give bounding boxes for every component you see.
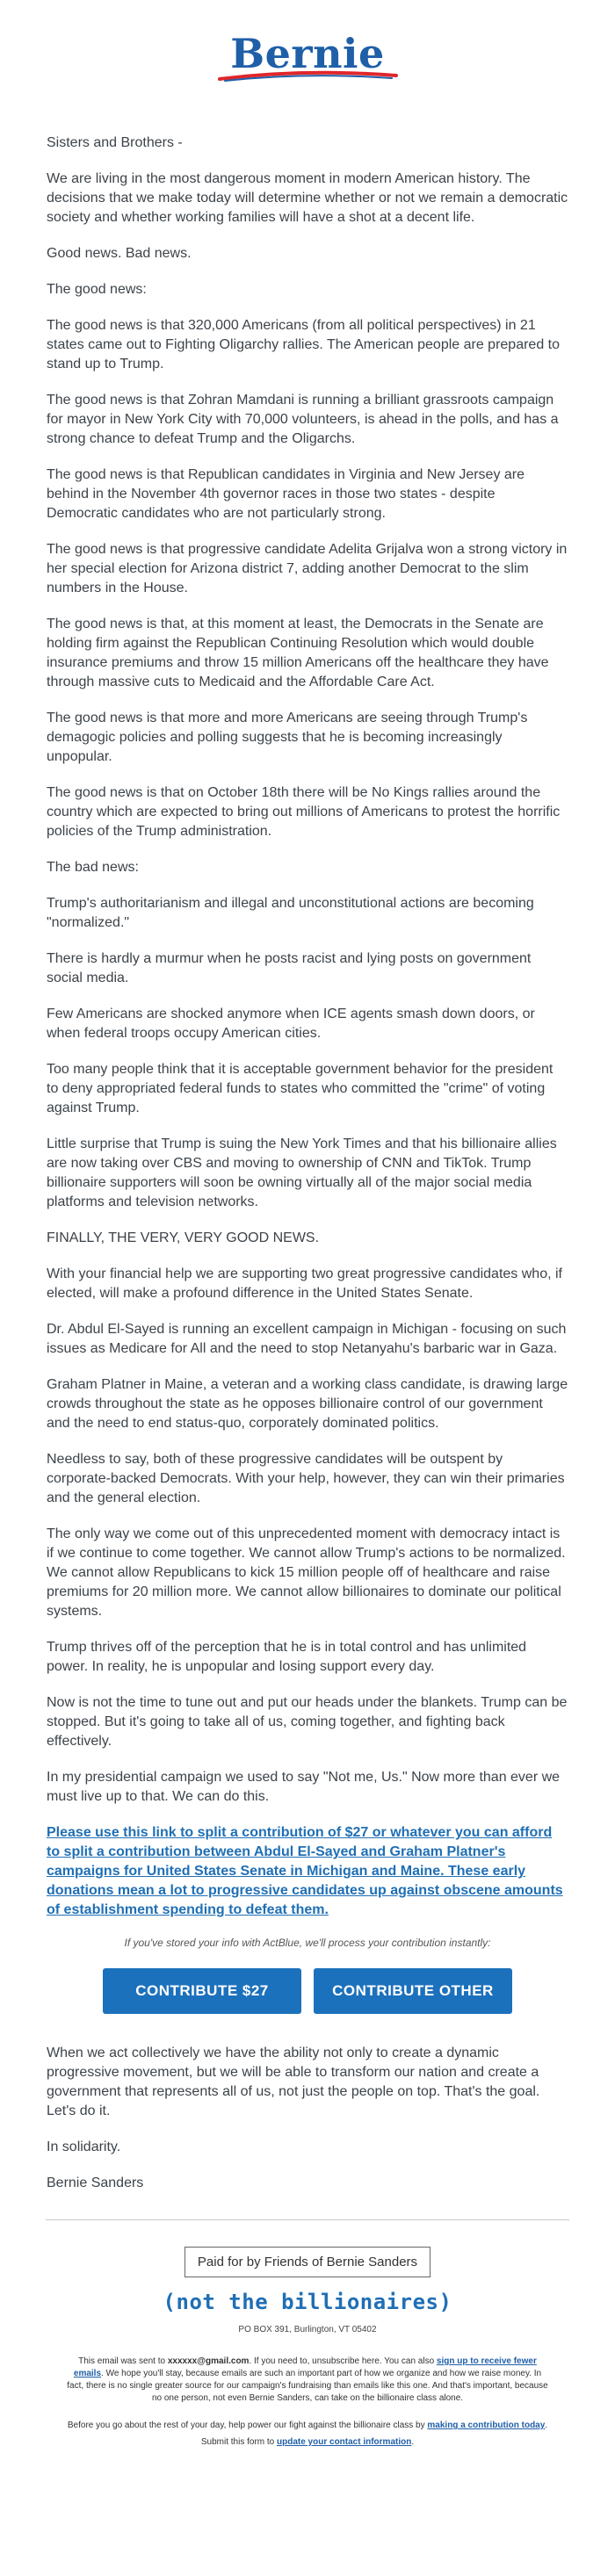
paragraph: Dr. Abdul El-Sayed is running an excellent campaign in Michigan - focusing on such issues as Medicare for All and the need to stop Netanyahu's barbaric war in Gaza. (47, 1322, 567, 1356)
fine-print-text: This email was sent to (78, 2356, 168, 2366)
footer (0, 2247, 615, 2475)
section-heading-bad-news: The bad news: (47, 860, 139, 875)
unsubscribe-fine-print (0, 2356, 615, 2405)
contribution-prompt (0, 2421, 615, 2430)
paragraph: The good news is that, at this moment at least, the Democrats in the Senate are holding firm against the Republican Continuing Resolution which would double insurance premiums and throw 15 million Americans off the healthcare they have through massive cuts to Medicaid and the Affordable Care Act. (47, 617, 549, 689)
fewer-emails-link[interactable]: sign up to receive fewer emails (73, 2356, 537, 2378)
paragraph: The good news is that more and more Americans are seeing through Trump's demagogic policies and polling suggests that he is becoming increasingly unpopular. (47, 711, 528, 764)
split-contribution-link[interactable]: Please use this link to split a contribution of $27 or whatever you can afford to split a contribution between Abdul El-Sayed and Graham Platner's campaigns for United States Senate in Michigan and Maine. These early donations mean a lot to progressive candidates up against obscene amounts of establishment spending to defeat them. (47, 1825, 563, 1917)
paragraph: Trump's authoritarianism and illegal and unconstitutional actions are becoming "normalized." (47, 896, 534, 930)
contribute-27-button[interactable]: CONTRIBUTE $27 (103, 1968, 301, 2014)
paragraph: We are living in the most dangerous moment in modern American history. The decisions that we make today will determine whether or not we remain a democratic society and whether working families will have a shot at a decent life. (47, 171, 568, 225)
paragraph: Good news. Bad news. (47, 246, 192, 261)
contribute-other-button[interactable]: CONTRIBUTE OTHER (314, 1968, 512, 2014)
fine-print-text: . If you need to, unsubscribe here. You can also (249, 2356, 437, 2366)
paragraph: With your financial help we are supporting two great progressive candidates who, if elected, will make a profound difference in the United States Senate. (47, 1266, 562, 1301)
paragraph: When we act collectively we have the ability not only to create a dynamic progressive movement, but we will be able to transform our nation and create a government that represents all of us, not just the people on top. That's the goal. Let's do it. (47, 2046, 540, 2118)
paragraph: The good news is that Republican candidates in Virginia and New Jersey are behind in the November 4th governor races in those two states - despite Democratic candidates who are not particularly strong. (47, 467, 525, 521)
greeting: Sisters and Brothers - (47, 135, 183, 150)
paragraph: Few Americans are shocked anymore when ICE agents smash down doors, or when federal troops occupy American cities. (47, 1007, 535, 1041)
contribute-buttons (47, 1968, 568, 2014)
signature: Bernie Sanders (47, 2176, 144, 2190)
update-contact-text: Submit this form to (200, 2437, 277, 2447)
contribution-prompt-text: Before you go about the rest of your day, help power our fight against the billionaire class by (67, 2421, 428, 2430)
fine-print-text: . We hope you'll stay, because emails are such an important part of how we organize and how we raise money. In fact, there is no single greater source for our campaign's fundraising than emails like this one. And that's important, because no one person, not even Bernie Sanders, can take on the billionaire class alone. (67, 2369, 548, 2403)
contribution-prompt-end: . (545, 2421, 548, 2430)
recipient-email: xxxxxx@gmail.com (167, 2356, 250, 2366)
not-the-billionaires-tagline: (not the billionaires) (163, 2290, 452, 2314)
paragraph: In my presidential campaign we used to say "Not me, Us." Now more than ever we must live up to that. We can do this. (47, 1770, 561, 1804)
paragraph: The good news is that on October 18th there will be No Kings rallies around the country which are expected to bring out millions of Americans to protest the horrific policies of the Trump administration. (47, 785, 561, 839)
paragraph: Needless to say, both of these progressive candidates will be outspent by corporate-backed Democrats. With your help, however, they can win their primaries and the general election. (47, 1452, 565, 1505)
paragraph: Graham Platner in Maine, a veteran and a working class candidate, is drawing large crowds throughout the state as he opposes billionaire control of our government and the need to end status-quo, corporately dominated politics. (47, 1377, 568, 1431)
paragraph: Too many people think that it is acceptable government behavior for the president to deny appropriated federal funds to states who committed the "crime" of voting against Trump. (47, 1062, 554, 1115)
paid-for-disclaimer: Paid for by Friends of Bernie Sanders (184, 2247, 430, 2277)
sign-off: In solidarity. (47, 2139, 121, 2154)
logo-text: Bernie (230, 30, 385, 77)
footer-divider (46, 2219, 569, 2220)
paragraph: The good news is that progressive candidate Adelita Grijalva won a strong victory in her special election for Arizona district 7, adding another Democrat to the slim numbers in the House. (47, 542, 568, 595)
mailing-address: PO BOX 391, Burlington, VT 05402 (238, 2325, 377, 2334)
paragraph: Now is not the time to tune out and put our heads under the blankets. Trump can be stopped. But it's going to take all of us, coming together, and fighting back effectively. (47, 1695, 568, 1749)
make-contribution-link[interactable]: making a contribution today (427, 2421, 546, 2430)
paragraph: The good news is that Zohran Mamdani is running a brilliant grassroots campaign for mayor in New York City with 70,000 volunteers, is ahead in the polls, and has a strong chance to defeat Trump and the Oligarchs. (47, 393, 559, 446)
email-body (0, 88, 615, 2193)
actblue-note: If you've stored your info with ActBlue, we'll process your contribution instantly: (124, 1937, 491, 1949)
paragraph: There is hardly a murmur when he posts racist and lying posts on government social media. (47, 951, 532, 985)
body-paragraphs-top (47, 133, 568, 1807)
paragraph: Trump thrives off of the perception that he is in total control and has unlimited power. In reality, he is unpopular and losing support every day. (47, 1640, 527, 1674)
header (0, 0, 615, 88)
paragraph: Little surprise that Trump is suing the New York Times and that his billionaire allies are now taking over CBS and moving to ownership of CNN and TikTok. Trump billionaire supporters will soon be owning virtually all of the major social media platforms and television networks. (47, 1136, 557, 1209)
update-contact-end: . (411, 2437, 415, 2447)
update-contact-link[interactable]: update your contact information (277, 2437, 412, 2447)
section-heading-good-news: The good news: (47, 282, 147, 297)
cta-paragraph (47, 1823, 568, 1920)
section-heading-very-good-news: FINALLY, THE VERY, VERY GOOD NEWS. (47, 1230, 320, 1245)
paragraph: The good news is that 320,000 Americans (from all political perspectives) in 21 states came out to Fighting Oligarchy rallies. The American people are prepared to stand up to Trump. (47, 318, 561, 372)
bernie-logo[interactable] (218, 30, 398, 83)
update-contact-prompt (0, 2437, 615, 2447)
paragraph: The only way we come out of this unprecedented moment with democracy intact is if we continue to come together. We cannot allow Trump's actions to be normalized. We cannot allow Republicans to kick 15 million people off of healthcare and raise premiums for 20 million more. We cannot allow billionaires to dominate our political systems. (47, 1526, 566, 1619)
